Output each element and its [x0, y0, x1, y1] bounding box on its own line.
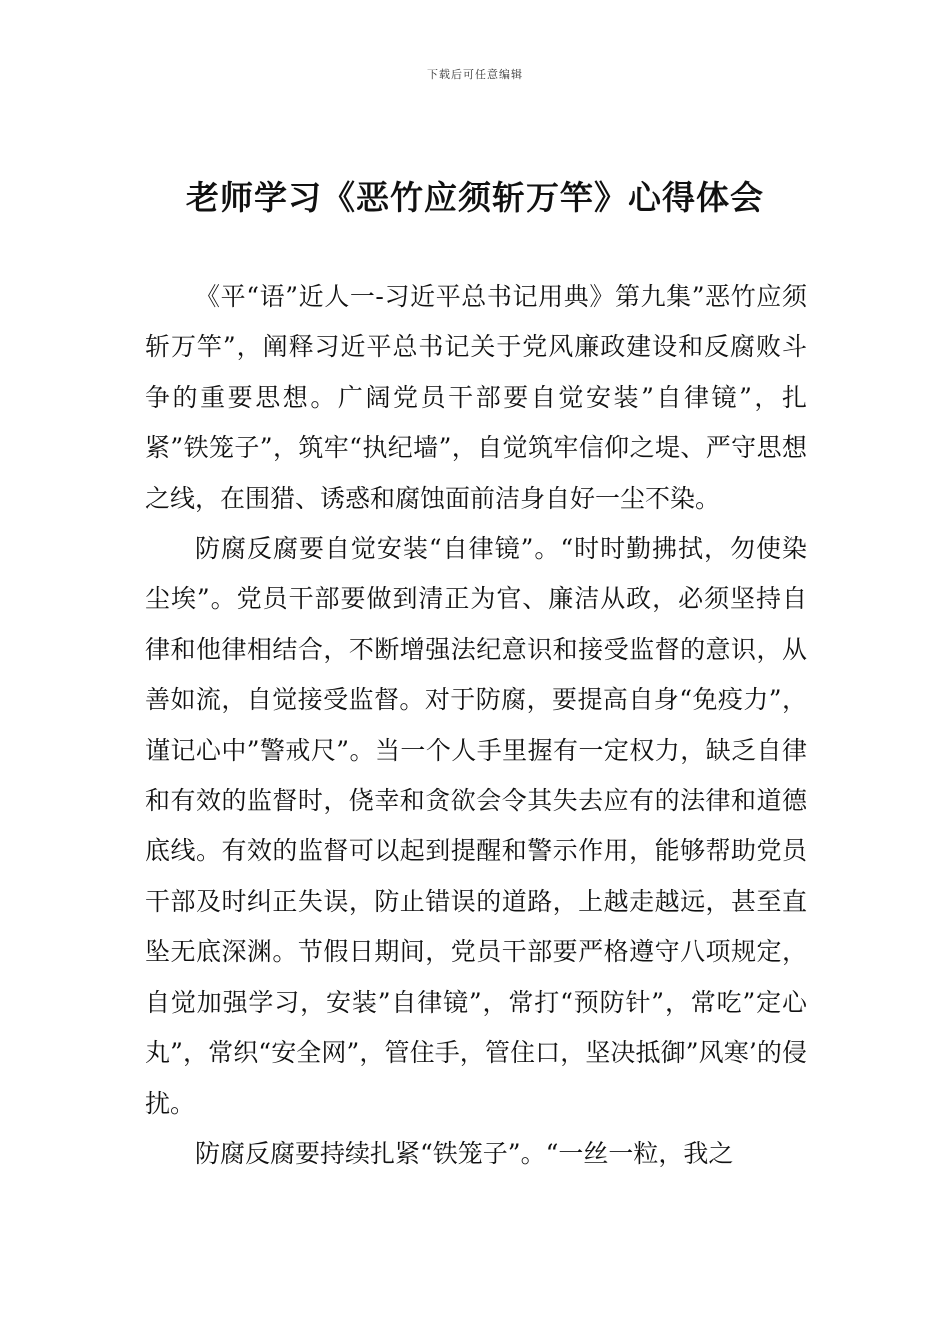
paragraph-1: 《平“语”近人一-习近平总书记用典》第九集”恶竹应须斩万竿”，阐释习近平总书记关于党风廉政建设和反腐败斗争的重要思想。广阔党员干部要自觉安装”自律镜”，扎紧”铁笼子”，筑牢“执纪墙”，自觉筑牢信仰之堤、严守思想之线，在围猎、诱惑和腐蚀面前洁身自好一尘不染。: [145, 282, 807, 513]
paragraph-2: 防腐反腐要自觉安装“自律镜”。“时时勤拂拭，勿使染尘埃”。党员干部要做到清正为官、廉洁从政，必须坚持自律和他律相结合，不断增强法纪意识和接受监督的意识，从善如流，自觉接受监督。对于防腐，要提高自身“免疫力”，谨记心中”警戒尺”。当一个人手里握有一定权力，缺乏自律和有效的监督时，侥幸和贪欲会令其失去应有的法律和道德底线。有效的监督可以起到提醒和警示作用，能够帮助党员干部及时纠正失误，防止错误的道路，上越走越远，甚至直坠无底深渊。节假日期间，党员干部要严格遵守八项规定，自觉加强学习，安装”自律镜”，常打“预防针”，常吃”定心丸”，常织“安全网”，管住手，管住口，坚决抵御”风寒’的侵扰。: [145, 534, 807, 1118]
document-title: 老师学习《恶竹应须斩万竿》心得体会: [186, 178, 764, 217]
paragraph-3: 防腐反腐要持续扎紧“铁笼子”。“一丝一粒，我之: [195, 1138, 734, 1168]
document-body: [145, 272, 807, 1179]
header-note: 下载后可任意编辑: [427, 68, 523, 81]
